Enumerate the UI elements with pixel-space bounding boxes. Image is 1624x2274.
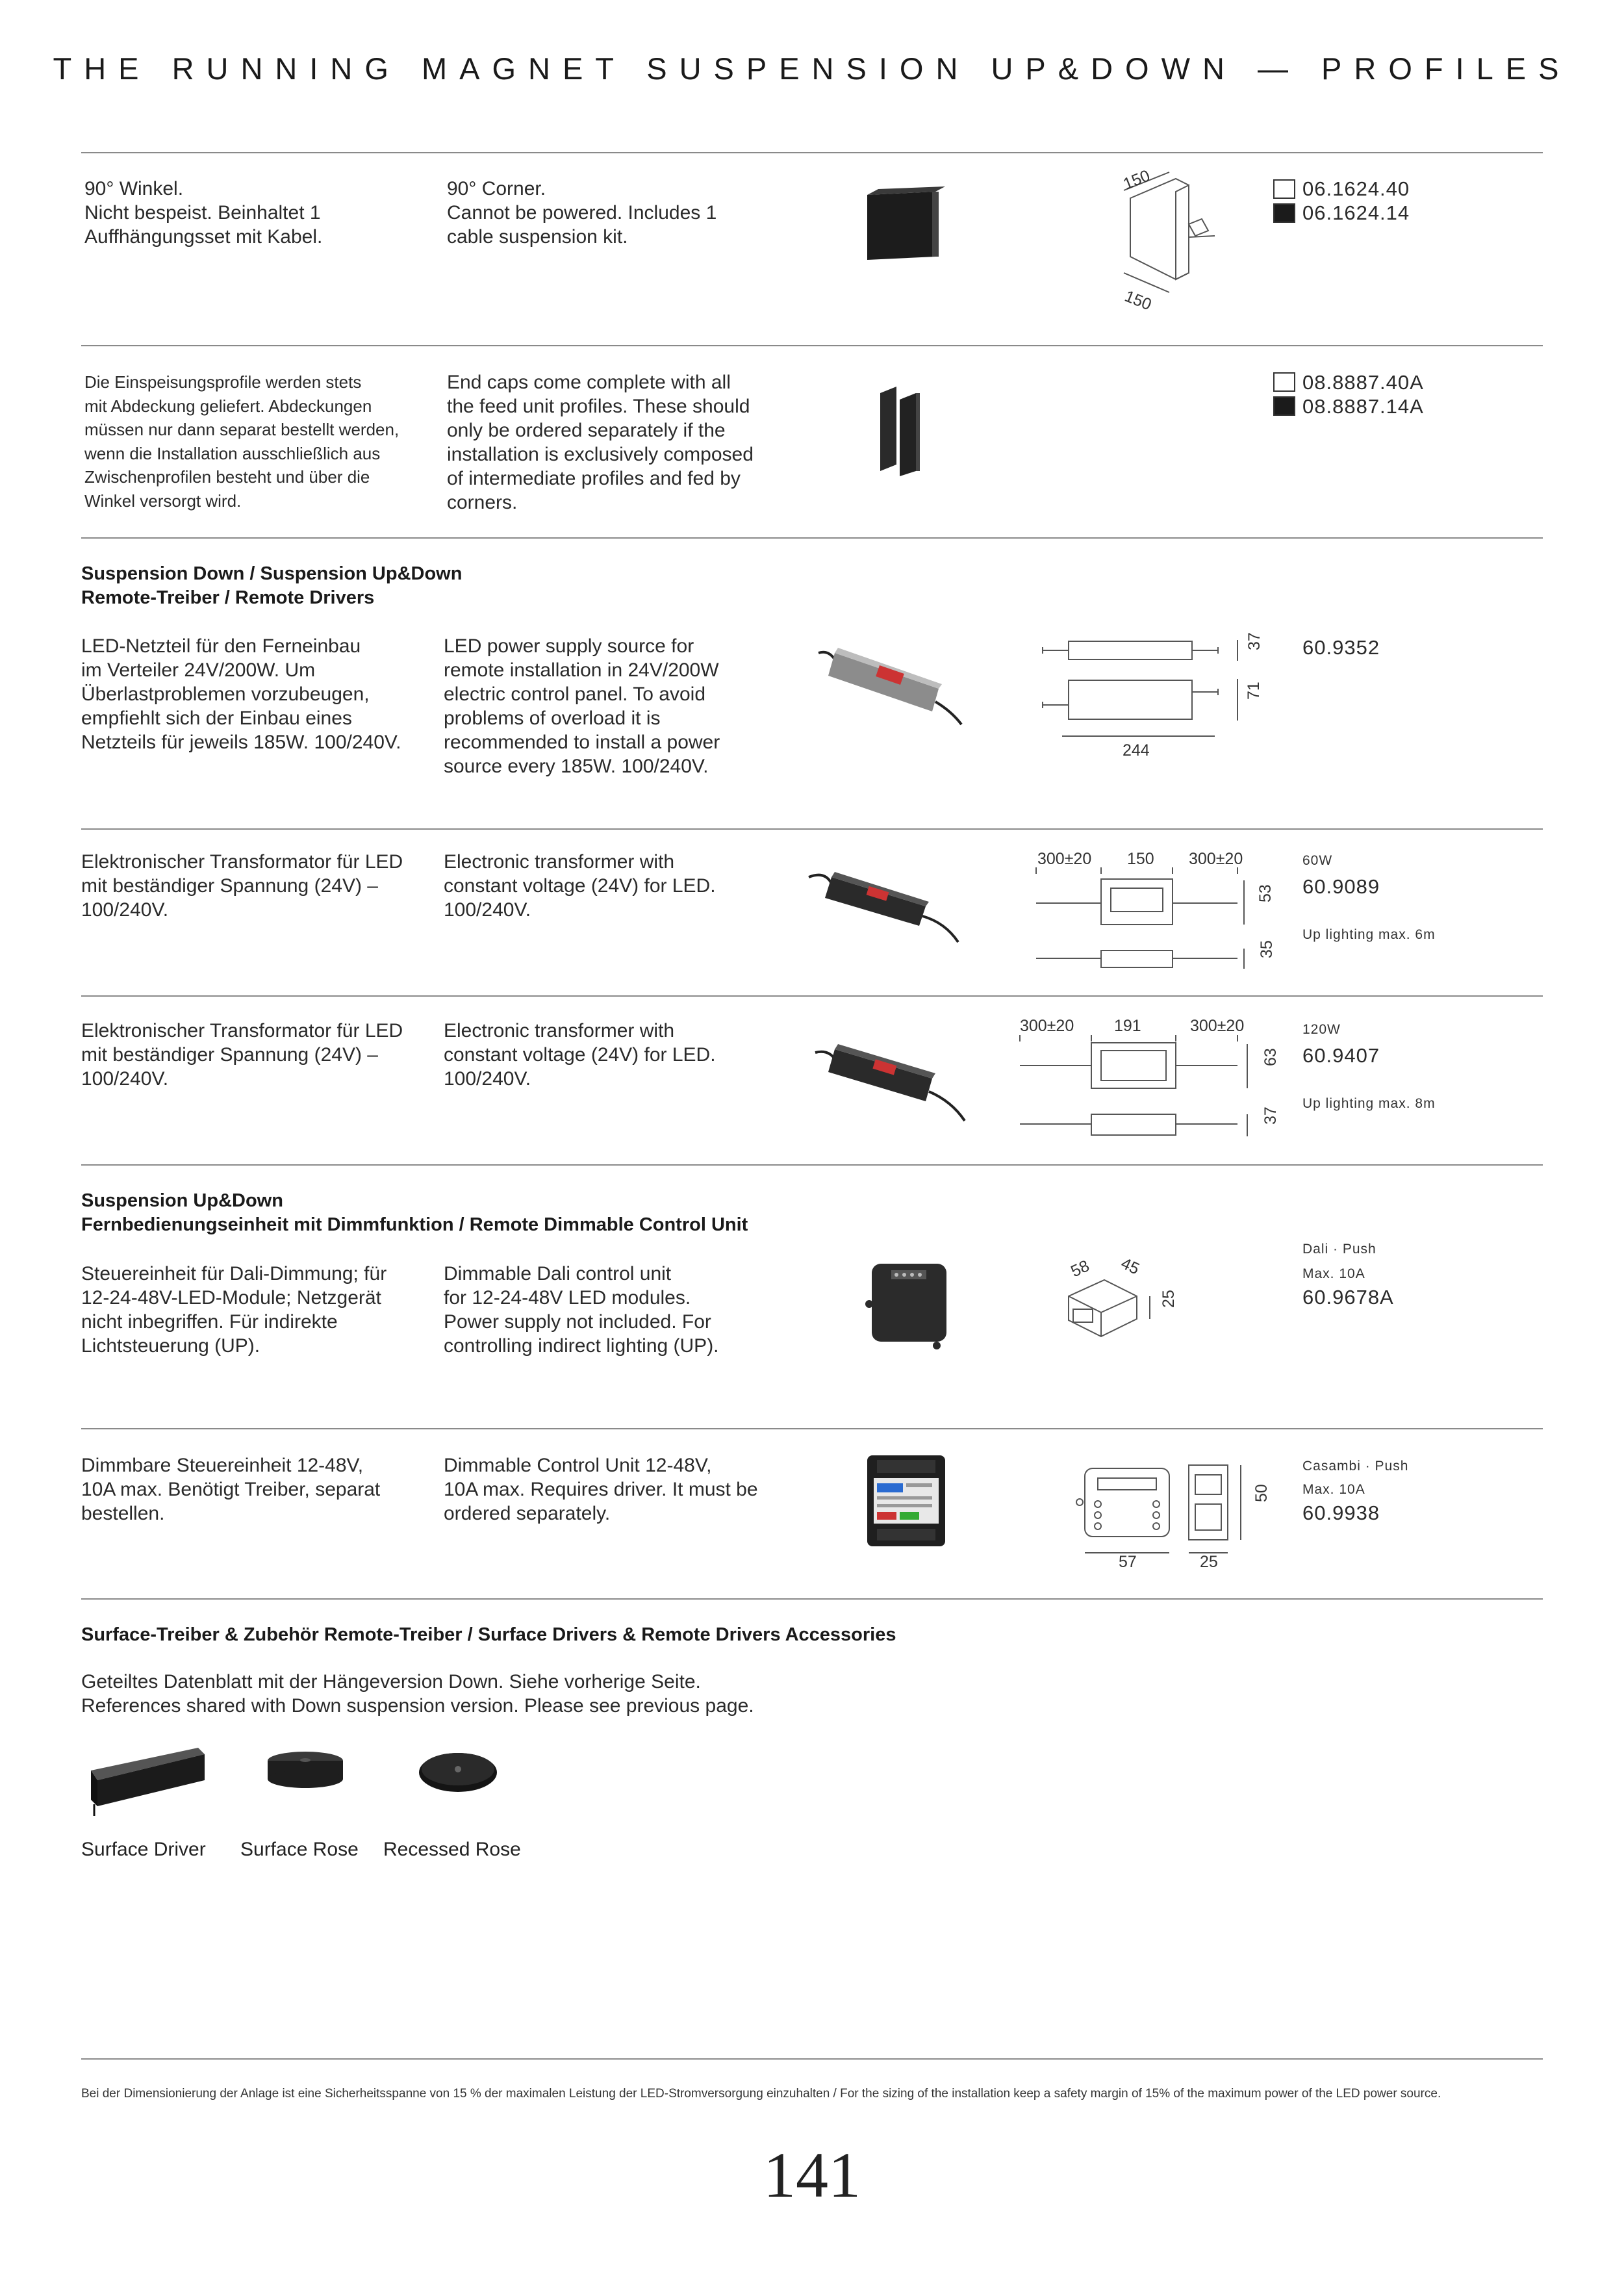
divider (81, 828, 1543, 830)
trafo60-desc-en: Electronic transformer with constant voltage (24V) for LED. 100/240V. (444, 851, 716, 921)
trafo60-dim-cable-in: 300±20 (1037, 850, 1092, 868)
casambi-dim-height: 50 (1252, 1484, 1271, 1502)
psu-dim-length: 244 (1123, 741, 1150, 760)
dali-dim-depth: 45 (1118, 1254, 1143, 1279)
divider (81, 2058, 1543, 2060)
page-title: THE RUNNING MAGNET SUSPENSION UP&DOWN — PROFILES (53, 51, 1571, 86)
caption-surface-rose: Surface Rose (240, 1839, 359, 1860)
casambi-max: Max. 10A (1302, 1482, 1365, 1497)
trafo60-dim-width: 53 (1256, 884, 1275, 902)
surface-driver-image (84, 1744, 214, 1816)
trafo120-dim-cable-in: 300±20 (1020, 1017, 1074, 1035)
trafo60-power: 60W (1302, 853, 1333, 868)
psu-desc-en: LED power supply source for remote installation in 24V/200W electric control panel. To avoid problems of overload it is recommended to install a power source every 185W. 100/240V. (444, 635, 720, 777)
dali-drawing (1059, 1254, 1189, 1348)
divider (81, 1164, 1543, 1166)
divider (81, 1598, 1543, 1600)
dali-desc-en: Dimmable Dali control unit for 12-24-48V LED modules. Power supply not included. For controlling indirect lighting (UP). (444, 1263, 719, 1357)
endcaps-codes: 08.8887.40A 08.8887.14A (1302, 371, 1424, 418)
casambi-drawing (1072, 1455, 1271, 1572)
trafo120-dim-body: 191 (1114, 1017, 1141, 1035)
divider (81, 1428, 1543, 1429)
trafo60-dim-height: 35 (1258, 940, 1276, 958)
corner-profile-drawing (1117, 159, 1228, 322)
trafo120-code: 60.9407 (1302, 1044, 1380, 1067)
endcaps-desc-de: Die Einspeisungsprofile werden stets mit Abdeckung geliefert. Abdeckungen müssen nur dann separat bestellt werden, wenn die Installation ausschließlich aus Zwischenprofilen besteht und über die Winkel versorgt wird. (84, 372, 400, 511)
recessed-rose-image (416, 1748, 500, 1796)
dali-dim-length: 58 (1068, 1257, 1093, 1281)
trafo60-code: 60.9089 (1302, 875, 1380, 898)
section-heading-accessories: Surface-Treiber & Zubehör Remote-Treiber / Surface Drivers & Remote Drivers Accessories (81, 1624, 896, 1645)
trafo120-image (812, 1027, 974, 1124)
casambi-image (864, 1452, 948, 1550)
footnote: Bei der Dimensionierung der Anlage ist eine Sicherheitsspanne von 15 % der maximalen Leistung der LED-Stromversorgung einzuhalten / For the sizing of the installation keep a safety margin of 15% of the maximum power of the LED power source. (81, 2087, 1441, 2101)
endcaps-image (877, 380, 929, 478)
corner-desc-en: 90° Corner. Cannot be powered. Includes 1 cable suspension kit. (447, 178, 717, 248)
casambi-code: 60.9938 (1302, 1501, 1380, 1524)
trafo60-desc-de: Elektronischer Transformator für LED mit beständiger Spannung (24V) – 100/240V. (81, 851, 403, 921)
dali-image (864, 1257, 955, 1351)
casambi-desc-en: Dimmable Control Unit 12-48V, 10A max. Requires driver. It must be ordered separately. (444, 1455, 758, 1524)
divider (81, 345, 1543, 346)
casambi-dim-width: 57 (1119, 1553, 1137, 1571)
trafo120-dim-height: 37 (1262, 1106, 1280, 1125)
trafo120-desc-en: Electronic transformer with constant voltage (24V) for LED. 100/240V. (444, 1020, 716, 1090)
color-swatch-white (1273, 372, 1295, 392)
dali-type: Dali · Push (1302, 1242, 1377, 1257)
trafo60-dim-cable-out: 300±20 (1189, 850, 1243, 868)
casambi-dim-depth: 25 (1200, 1553, 1218, 1571)
surface-rose-image (263, 1748, 348, 1793)
trafo60-note: Up lighting max. 6m (1302, 927, 1436, 942)
section-heading-remote-drivers: Suspension Down / Suspension Up&Down Remote-Treiber / Remote Drivers (81, 563, 463, 608)
color-swatch-black (1273, 396, 1295, 416)
accessories-note: Geteiltes Datenblatt mit der Hängeversion Down. Siehe vorherige Seite. References shared with Down suspension version. Please see previous page. (81, 1671, 754, 1717)
dali-desc-de: Steuereinheit für Dali-Dimmung; für 12-24-48V-LED-Module; Netzgerät nicht inbegriffen. Für indirekte Lichtsteuerung (UP). (81, 1263, 387, 1357)
casambi-desc-de: Dimmbare Steuereinheit 12-48V, 10A max. Benötigt Treiber, separat bestellen. (81, 1455, 381, 1524)
psu-image (815, 640, 965, 731)
psu-dim-height: 37 (1245, 632, 1263, 650)
section-heading-dimmable-control: Suspension Up&Down Fernbedienungseinheit mit Dimmfunktion / Remote Dimmable Control Unit (81, 1190, 748, 1235)
corner-dim-top: 150 (1121, 166, 1153, 194)
dali-code: 60.9678A (1302, 1286, 1394, 1309)
page-number: 141 (763, 2139, 861, 2211)
corner-codes: 06.1624.40 06.1624.14 (1302, 177, 1410, 224)
trafo60-image (806, 858, 968, 949)
psu-code: 60.9352 (1302, 636, 1380, 659)
dali-max: Max. 10A (1302, 1266, 1365, 1281)
trafo120-power: 120W (1302, 1022, 1341, 1037)
divider (81, 995, 1543, 997)
trafo120-dim-cable-out: 300±20 (1190, 1017, 1245, 1035)
color-swatch-white (1273, 179, 1295, 199)
trafo60-drawing (1030, 848, 1276, 971)
caption-surface-driver: Surface Driver (81, 1839, 206, 1860)
dali-dim-height: 25 (1160, 1290, 1178, 1308)
corner-dim-bottom: 150 (1122, 287, 1154, 314)
corner-profile-image (857, 185, 948, 263)
trafo120-desc-de: Elektronischer Transformator für LED mit beständiger Spannung (24V) – 100/240V. (81, 1020, 403, 1090)
psu-dim-width: 71 (1245, 682, 1263, 700)
trafo120-note: Up lighting max. 8m (1302, 1096, 1436, 1111)
trafo120-dim-width: 63 (1262, 1048, 1280, 1066)
divider (81, 537, 1543, 539)
color-swatch-black (1273, 203, 1295, 223)
corner-desc-de: 90° Winkel. Nicht bespeist. Beinhaltet 1 Auffhängungsset mit Kabel. (84, 178, 323, 248)
casambi-type: Casambi · Push (1302, 1459, 1409, 1474)
psu-drawing (1039, 632, 1263, 763)
caption-recessed-rose: Recessed Rose (383, 1839, 521, 1860)
psu-desc-de: LED-Netzteil für den Ferneinbau im Verteiler 24V/200W. Um Überlastproblemen vorzubeugen, empfiehlt sich der Einbau eines Netzteils für jeweils 185W. 100/240V. (81, 635, 401, 753)
divider (81, 152, 1543, 153)
trafo120-drawing (1013, 1017, 1286, 1140)
endcaps-desc-en: End caps come complete with all the feed unit profiles. These should only be ordered separately if the installation is exclusively composed of intermediate profiles and fed by corners. (447, 372, 754, 513)
trafo60-dim-body: 150 (1127, 850, 1154, 868)
